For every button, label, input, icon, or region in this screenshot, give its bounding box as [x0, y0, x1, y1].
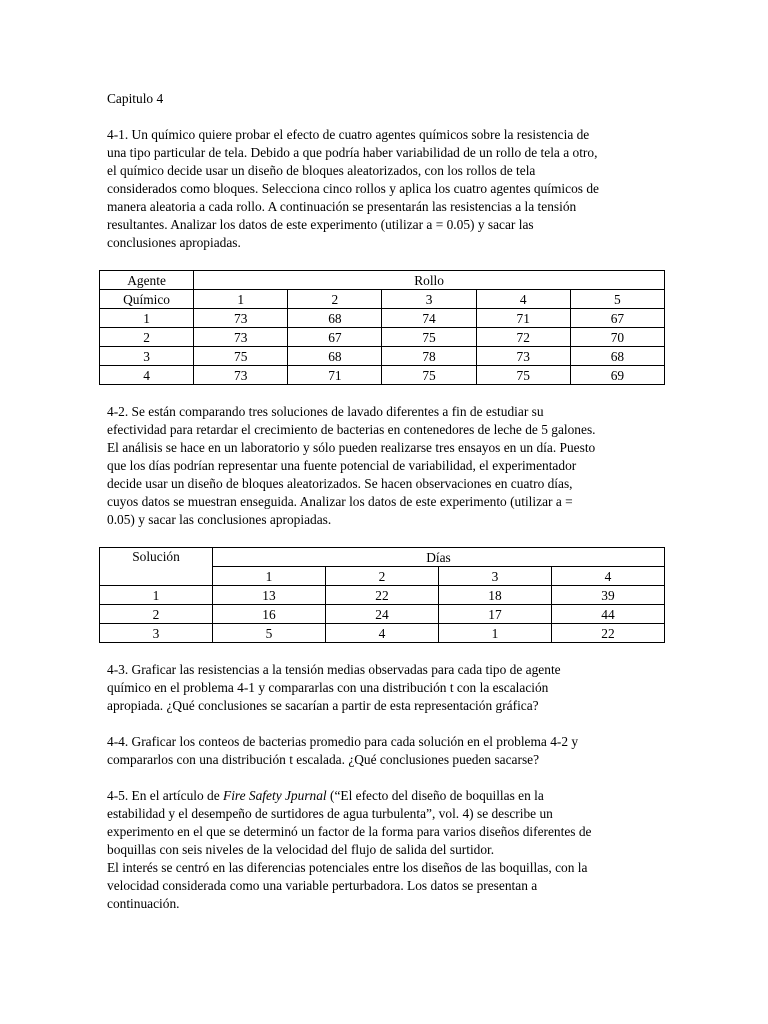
text-line: boquillas con seis niveles de la velocidad del flujo de salida del surtidor. [107, 842, 495, 857]
table-row-header-solution: Solución [100, 548, 213, 586]
text-line: apropiada. ¿Qué conclusiones se sacarían a partir de esta representación gráfica? [107, 698, 539, 713]
table-col-header: 5 [570, 290, 664, 309]
table-tensile-strength [99, 270, 665, 385]
table-cell: 68 [570, 347, 664, 366]
row-label: 3 [100, 347, 194, 366]
row-label: 3 [100, 624, 213, 643]
text-fragment: (“El efecto del diseño de boquillas en la [326, 788, 544, 803]
table-cell: 75 [382, 366, 476, 385]
text-line: químico en el problema 4-1 y compararlas con una distribución t con la escalación [107, 680, 549, 695]
table-cell: 5 [213, 624, 326, 643]
table-cell: 75 [194, 347, 288, 366]
problem-4-2-text [107, 403, 672, 529]
table-cell: 73 [476, 347, 570, 366]
table-col-header: 4 [476, 290, 570, 309]
table-row-header-agent: Agente [100, 271, 194, 290]
table-cell: 68 [288, 309, 382, 328]
table-col-header: 3 [382, 290, 476, 309]
table-cell: 75 [476, 366, 570, 385]
text-line: El interés se centró en las diferencias potenciales entre los diseños de las boquillas, con la [107, 860, 588, 875]
table-bacteria-counts [99, 547, 665, 643]
table-cell: 24 [326, 605, 439, 624]
row-label: 4 [100, 366, 194, 385]
table-cell: 74 [382, 309, 476, 328]
table-cell: 67 [288, 328, 382, 347]
table-cell: 71 [476, 309, 570, 328]
table-col-header: 2 [326, 567, 439, 586]
table-row [100, 309, 665, 328]
text-line: 4-1. Un químico quiere probar el efecto de cuatro agentes químicos sobre la resistencia de [107, 127, 590, 142]
problem-4-4-text [107, 733, 672, 769]
text-line: efectividad para retardar el crecimiento de bacterias en contenedores de leche de 5 galones. [107, 422, 596, 437]
table-col-header: 2 [288, 290, 382, 309]
table-group-header-roll: Rollo [194, 271, 665, 290]
table-cell: 1 [439, 624, 552, 643]
table-cell: 71 [288, 366, 382, 385]
table-cell: 68 [288, 347, 382, 366]
table-cell: 73 [194, 366, 288, 385]
table-cell: 70 [570, 328, 664, 347]
table-row [100, 347, 665, 366]
table-cell: 67 [570, 309, 664, 328]
text-line: manera aleatoria a cada rollo. A continuación se presentarán las resistencias a la tensión [107, 199, 577, 214]
text-line: decide usar un diseño de bloques aleatorizados. Se hacen observaciones en cuatro días, [107, 476, 573, 491]
row-label: 1 [100, 309, 194, 328]
table-row-header-chemical: Químico [100, 290, 194, 309]
text-line: 0.05) y sacar las conclusiones apropiadas. [107, 512, 332, 527]
text-line: 4-2. Se están comparando tres soluciones de lavado diferentes a fin de estudiar su [107, 404, 544, 419]
text-line: resultantes. Analizar los datos de este experimento (utilizar a = 0.05) y sacar las [107, 217, 534, 232]
table-cell: 72 [476, 328, 570, 347]
table-cell: 4 [326, 624, 439, 643]
table-cell: 22 [326, 586, 439, 605]
row-label: 2 [100, 605, 213, 624]
journal-name: Fire Safety Jpurnal [223, 788, 327, 803]
text-line: estabilidad y el desempeño de surtidores de agua turbulenta”, vol. 4) se describe un [107, 806, 553, 821]
text-line [107, 787, 672, 805]
text-line: cuyos datos se muestran enseguida. Analizar los datos de este experimento (utilizar a = [107, 494, 573, 509]
text-line: velocidad considerada como una variable perturbadora. Los datos se presentan a [107, 878, 538, 893]
table-col-header: 1 [213, 567, 326, 586]
table-cell: 73 [194, 309, 288, 328]
table-cell: 17 [439, 605, 552, 624]
table-col-header: 3 [439, 567, 552, 586]
table-cell: 13 [213, 586, 326, 605]
table-col-header: 1 [194, 290, 288, 309]
text-line: conclusiones apropiadas. [107, 235, 241, 250]
text-line: el químico decide usar un diseño de bloques aleatorizados, con los rollos de tela [107, 163, 536, 178]
text-line: que los días podrían representar una fuente potencial de variabilidad, el experimentador [107, 458, 577, 473]
text-fragment: 4-5. En el artículo de [107, 788, 224, 803]
table-col-header: 4 [552, 567, 665, 586]
table-cell: 16 [213, 605, 326, 624]
problem-4-1-text [107, 126, 672, 252]
table-row [100, 605, 665, 624]
table-cell: 18 [439, 586, 552, 605]
table-cell: 73 [194, 328, 288, 347]
table-cell: 69 [570, 366, 664, 385]
text-line: 4-3. Graficar las resistencias a la tensión medias observadas para cada tipo de agente [107, 662, 561, 677]
document-page [107, 90, 672, 913]
chapter-title: Capitulo 4 [107, 91, 164, 106]
problem-4-3-text [107, 661, 672, 715]
text-line: una tipo particular de tela. Debido a que podría haber variabilidad de un rollo de tela a otro, [107, 145, 598, 160]
text-line: 4-4. Graficar los conteos de bacterias promedio para cada solución en el problema 4-2 y [107, 734, 579, 749]
table-cell: 22 [552, 624, 665, 643]
table-cell: 39 [552, 586, 665, 605]
text-line: considerados como bloques. Selecciona cinco rollos y aplica los cuatro agentes químicos de [107, 181, 599, 196]
text-line: experimento en el que se determinó un factor de la forma para varios diseños diferentes de [107, 824, 592, 839]
text-line: compararlos con una distribución t escalada. ¿Qué conclusiones pueden sacarse? [107, 752, 540, 767]
table-row [100, 366, 665, 385]
row-label: 1 [100, 586, 213, 605]
table-group-header-days: Días [213, 548, 665, 567]
table-row [100, 624, 665, 643]
table-row [100, 328, 665, 347]
problem-4-5-text [107, 787, 672, 913]
text-line: continuación. [107, 896, 180, 911]
row-label: 2 [100, 328, 194, 347]
table-cell: 75 [382, 328, 476, 347]
table-cell: 44 [552, 605, 665, 624]
table-cell: 78 [382, 347, 476, 366]
table-row [100, 586, 665, 605]
text-line: El análisis se hace en un laboratorio y sólo pueden realizarse tres ensayos en un día. Puesto [107, 440, 596, 455]
